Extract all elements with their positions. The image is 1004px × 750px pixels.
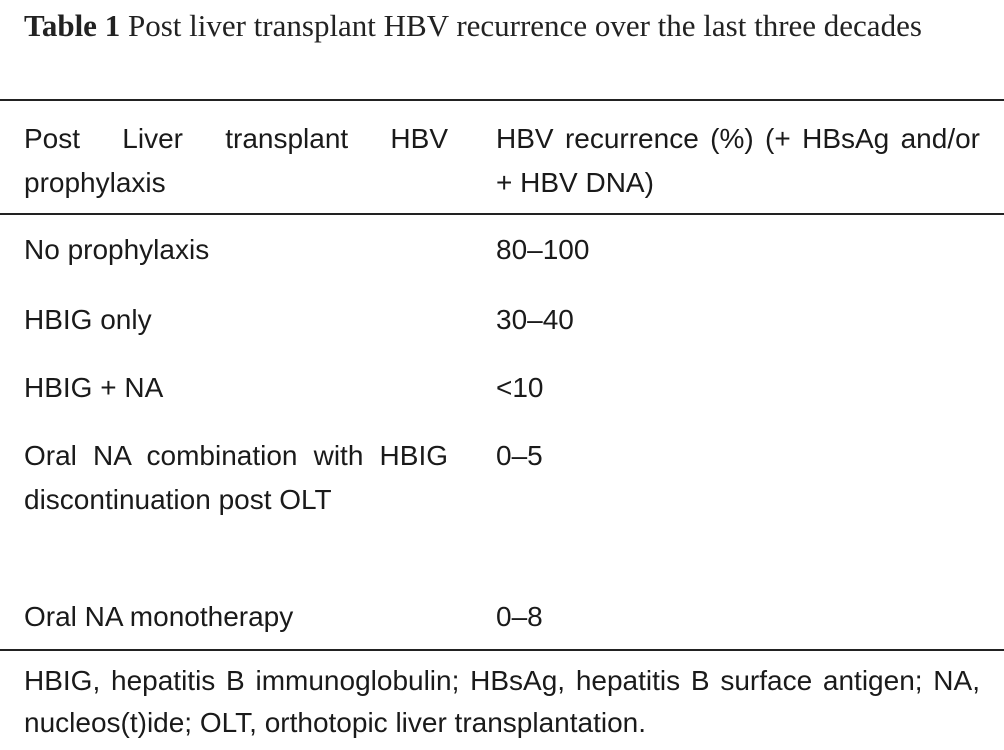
top-rule xyxy=(0,99,1004,101)
row-1-prophylaxis: No prophylaxis xyxy=(24,234,210,265)
row-4-recurrence: 0–5 xyxy=(496,440,543,471)
table-footnote: HBIG, hepatitis B immunoglobulin; HBsAg, hepatitis B surface antigen; NA, nucleos(t)ide; OLT, orthotopic liver transplantation. xyxy=(24,665,980,738)
table-title: Post liver transplant HBV recurrence over the last three decades xyxy=(127,8,922,43)
row-3-recurrence: <10 xyxy=(496,372,544,403)
header-rule xyxy=(0,213,1004,215)
bottom-rule xyxy=(0,649,1004,651)
column-header-recurrence: HBV recurrence (%) (+ HBsAg and/or + HBV DNA) xyxy=(496,123,980,198)
row-2-recurrence: 30–40 xyxy=(496,304,574,335)
table-label: Table 1 xyxy=(24,8,121,43)
table-caption xyxy=(24,4,980,48)
column-header-prophylaxis: Post Liver transplant HBV prophylaxis xyxy=(24,123,448,198)
row-5-recurrence: 0–8 xyxy=(496,601,543,632)
row-2-prophylaxis: HBIG only xyxy=(24,304,152,335)
row-5-prophylaxis: Oral NA monotherapy xyxy=(24,601,294,632)
row-3-prophylaxis: HBIG + NA xyxy=(24,372,164,403)
row-4-prophylaxis: Oral NA combination with HBIG discontinuation post OLT xyxy=(24,440,448,515)
row-1-recurrence: 80–100 xyxy=(496,234,590,265)
